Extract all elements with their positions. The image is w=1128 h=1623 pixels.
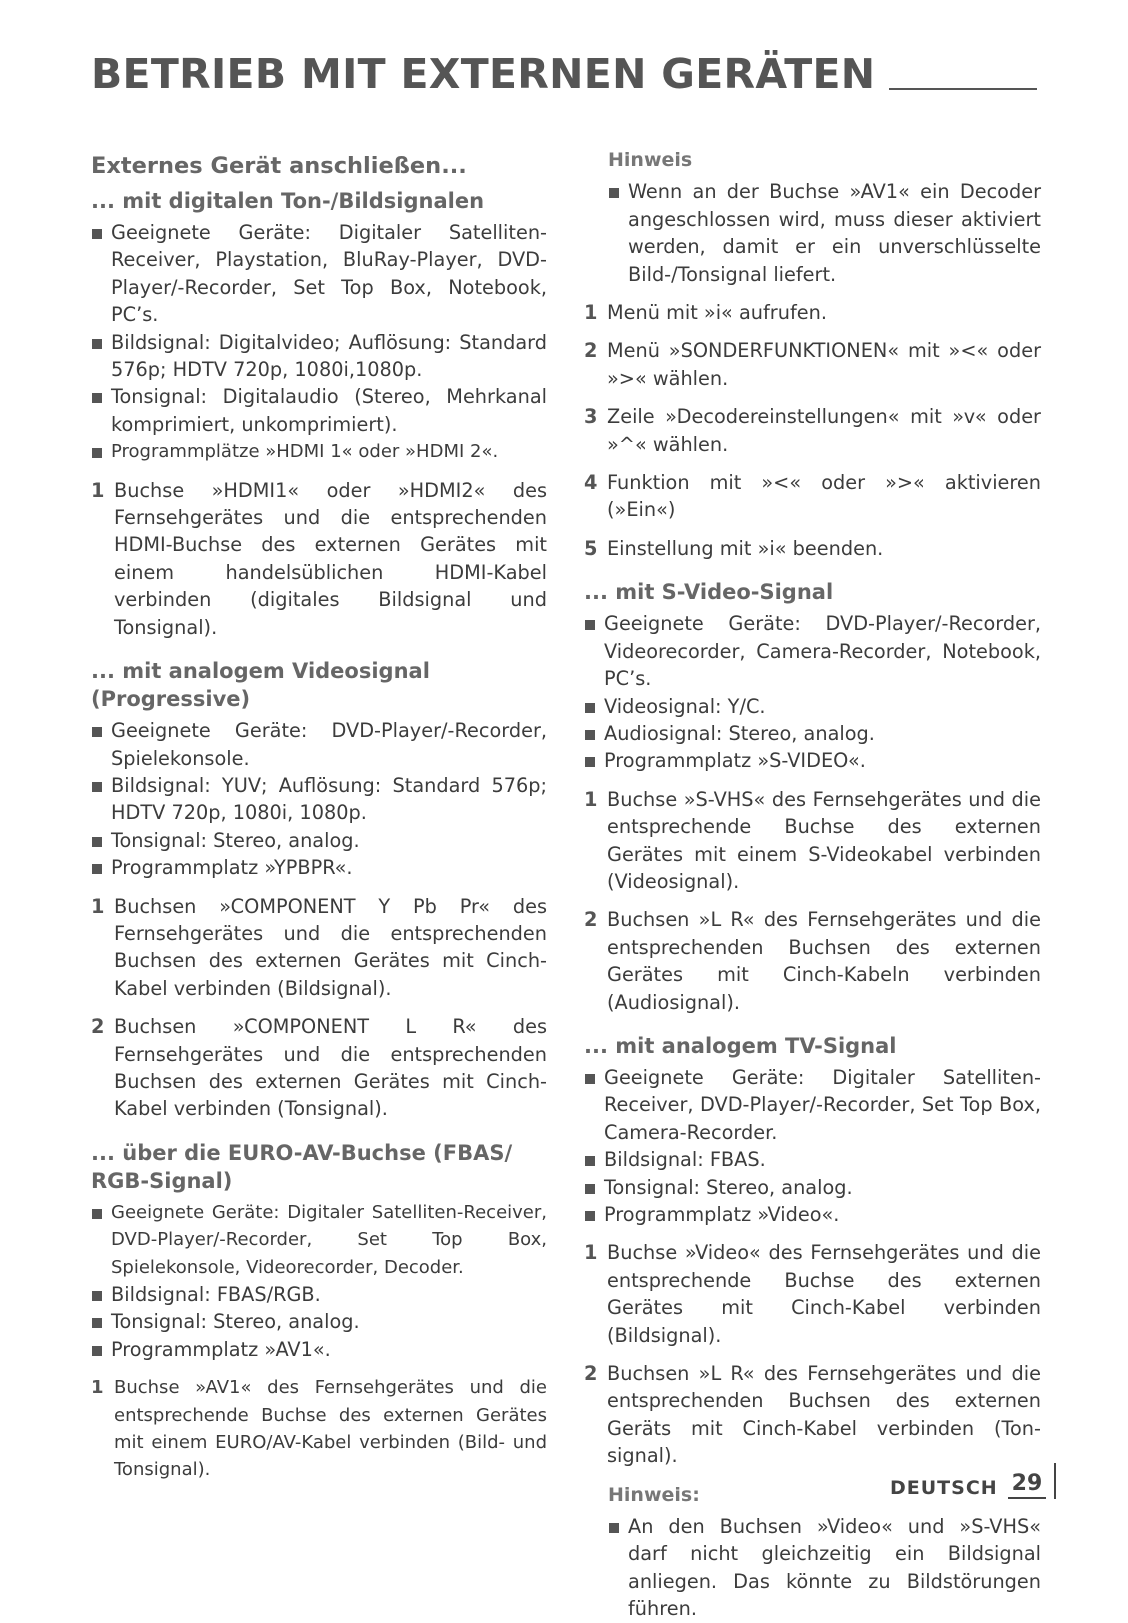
step-number: 2: [584, 339, 598, 363]
step-text: Menü »SONDERFUNKTIONEN« mit »<« oder »>« wählen.: [607, 339, 1041, 390]
list-item: Programmplatz »Video«.: [584, 1201, 1041, 1228]
list-item: Bildsignal: FBAS/RGB.: [91, 1281, 547, 1308]
list-item: Programmplatz »AV1«.: [91, 1336, 547, 1363]
list-item: Bildsignal: YUV; Auflösung: Standard 576p; HDTV 720p, 1080i, 1080p.: [91, 772, 547, 827]
step-text: Buchse »S-VHS« des Fernsehgerätes und die entsprechende Buchse des externen Gerätes mit einem S-Videokabel verbinden (Videosignal).: [607, 787, 1041, 893]
list-item: Tonsignal: Stereo, analog.: [91, 827, 547, 854]
title-rule: [889, 88, 1037, 90]
step-number: 1: [91, 1377, 104, 1399]
step-item: [584, 1239, 1041, 1349]
footer-language: DEUTSCH: [890, 1477, 998, 1499]
list-item: Programmplätze »HDMI 1« oder »HDMI 2«.: [91, 438, 547, 465]
subsection-title-s-video: ... mit S-Video-Signal: [584, 580, 834, 605]
page-title-row: [91, 52, 1037, 97]
note-text: An den Buchsen »Video« und »S-VHS« darf nicht gleichzeitig ein Bildsignal anliegen. Das könnte zu Bildstörungen führen.: [608, 1513, 1041, 1623]
step-number: 5: [584, 536, 598, 560]
step-item: [91, 477, 547, 641]
section-heading: Externes Gerät anschließen...: [91, 153, 467, 179]
step-number: 4: [584, 471, 598, 495]
list-item: Tonsignal: Stereo, analog.: [91, 1308, 547, 1335]
note-text: Wenn an der Buchse »AV1« ein Decoder angeschlossen wird, muss dieser aktiviert werden, damit er ein unverschlüsselte Bild-/Tonsignal liefert.: [608, 178, 1041, 288]
step-text: Menü mit »i« aufrufen.: [607, 301, 827, 325]
step-item: [584, 403, 1041, 458]
step-number: 1: [584, 787, 598, 811]
step-item: [91, 1374, 547, 1484]
step-item: [584, 906, 1041, 1016]
list-item: Geeignete Geräte: DVD-Player/-Recorder, Spielekonsole.: [91, 717, 547, 772]
step-text: Zeile »Decodereinstellungen« mit »v« oder »^« wählen.: [607, 405, 1041, 456]
list-item: Tonsignal: Digitalaudio (Stereo, Mehrkanal komprimiert, unkomprimiert).: [91, 383, 547, 438]
step-text: Buchsen »COMPONENT Y Pb Pr« des Fernsehgerätes und die entsprechenden Buchsen des externen Gerätes mit Cinch-Kabel verbinden (Bildsignal).: [114, 894, 547, 1000]
footer-rule: [1054, 1463, 1056, 1499]
step-text: Buchse »Video« des Fernsehgerätes und die entsprechende Buchse des externen Gerätes mit Cinch-Kabel verbinden (Bildsignal).: [607, 1241, 1041, 1347]
list-item: Geeignete Geräte: DVD-Player/-Recorder, Videorecorder, Camera-Recorder, Notebook, PC’s.: [584, 610, 1041, 692]
step-item: [584, 786, 1041, 896]
note-label: Hinweis: [608, 149, 693, 171]
subsection-title-analog-tv: ... mit analogem TV-Signal: [584, 1033, 897, 1058]
step-text: Funktion mit »<« oder »>« aktivieren (»Ein«): [607, 471, 1041, 522]
right-column: [584, 145, 1041, 1623]
subsection-title-digital: ... mit digitalen Ton-/Bildsignalen: [91, 189, 485, 213]
step-item: [584, 337, 1041, 392]
list-item: Audiosignal: Stereo, analog.: [584, 720, 1041, 747]
step-item: [91, 893, 547, 1003]
step-number: 1: [91, 894, 105, 918]
step-number: 1: [584, 1241, 598, 1265]
step-number: 2: [91, 1015, 105, 1039]
subsection-title-euro-av: ... über die EURO-AV-Buchse (FBAS/ RGB-Signal): [91, 1140, 513, 1193]
note-label: Hinweis:: [608, 1483, 700, 1506]
step-item: [584, 1360, 1041, 1470]
step-item: [91, 1013, 547, 1123]
list-item: Videosignal: Y/C.: [584, 693, 1041, 720]
step-number: 1: [584, 301, 598, 325]
step-text: Einstellung mit »i« beenden.: [607, 536, 884, 560]
step-text: Buchse »AV1« des Fernsehgerätes und die entsprechende Buchse des externen Gerätes mit einem EURO/AV-Kabel verbinden (Bild- und Tonsignal).: [114, 1377, 547, 1481]
step-item: [584, 535, 1041, 562]
step-text: Buchse »HDMI1« oder »HDMI2« des Fernsehgerätes und die entsprechenden HDMI-Buchse des externen Gerätes mit einem handelsüblichen HDMI-Kabel verbinden (digitales Bildsignal und Tonsignal).: [114, 478, 547, 639]
subsection-title-progressive: ... mit analogem Videosignal (Progressive): [91, 659, 430, 712]
page-footer: [890, 1463, 1056, 1499]
list-item: Tonsignal: Stereo, analog.: [584, 1174, 1041, 1201]
step-number: 3: [584, 405, 598, 429]
list-item: Bildsignal: Digitalvideo; Auflösung: Standard 576p; HDTV 720p, 1080i,1080p.: [91, 329, 547, 384]
page-title: BETRIEB MIT EXTERNEN GERÄTEN: [91, 50, 876, 98]
step-number: 2: [584, 1362, 598, 1386]
list-item: Geeignete Geräte: Digitaler Satelliten-Receiver, Playstation, BluRay-Player, DVD-Player/-Recorder, Set Top Box, Notebook, PC’s.: [91, 219, 547, 329]
step-text: Buchsen »COMPONENT L R« des Fernsehgerätes und die entsprechenden Buchsen des externen Gerätes mit Cinch-Kabel verbinden (Tonsignal).: [114, 1015, 547, 1121]
list-item: Programmplatz »S-VIDEO«.: [584, 747, 1041, 774]
list-item: Bildsignal: FBAS.: [584, 1146, 1041, 1173]
step-text: Buchsen »L R« des Fernsehgerätes und die entsprechenden Buchsen des externen Geräts mit Cinch-Kabel verbinden (Ton-signal).: [607, 1362, 1041, 1468]
step-item: [584, 469, 1041, 524]
list-item: Programmplatz »YPBPR«.: [91, 854, 547, 881]
left-column: [91, 145, 547, 1484]
step-text: Buchsen »L R« des Fernsehgerätes und die entsprechenden Buchsen des externen Gerätes mit Cinch-Kabeln verbinden (Audiosignal).: [607, 908, 1041, 1014]
step-number: 1: [91, 478, 105, 502]
page-number: 29: [1008, 1471, 1047, 1499]
step-number: 2: [584, 908, 598, 932]
step-item: [584, 299, 1041, 326]
list-item: Geeignete Geräte: Digitaler Satelliten-Receiver, DVD-Player/-Recorder, Set Top Box, Spielekonsole, Videorecorder, Decoder.: [91, 1199, 547, 1281]
list-item: Geeignete Geräte: Digitaler Satelliten-Receiver, DVD-Player/-Recorder, Set Top Box, Camera-Recorder.: [584, 1064, 1041, 1146]
